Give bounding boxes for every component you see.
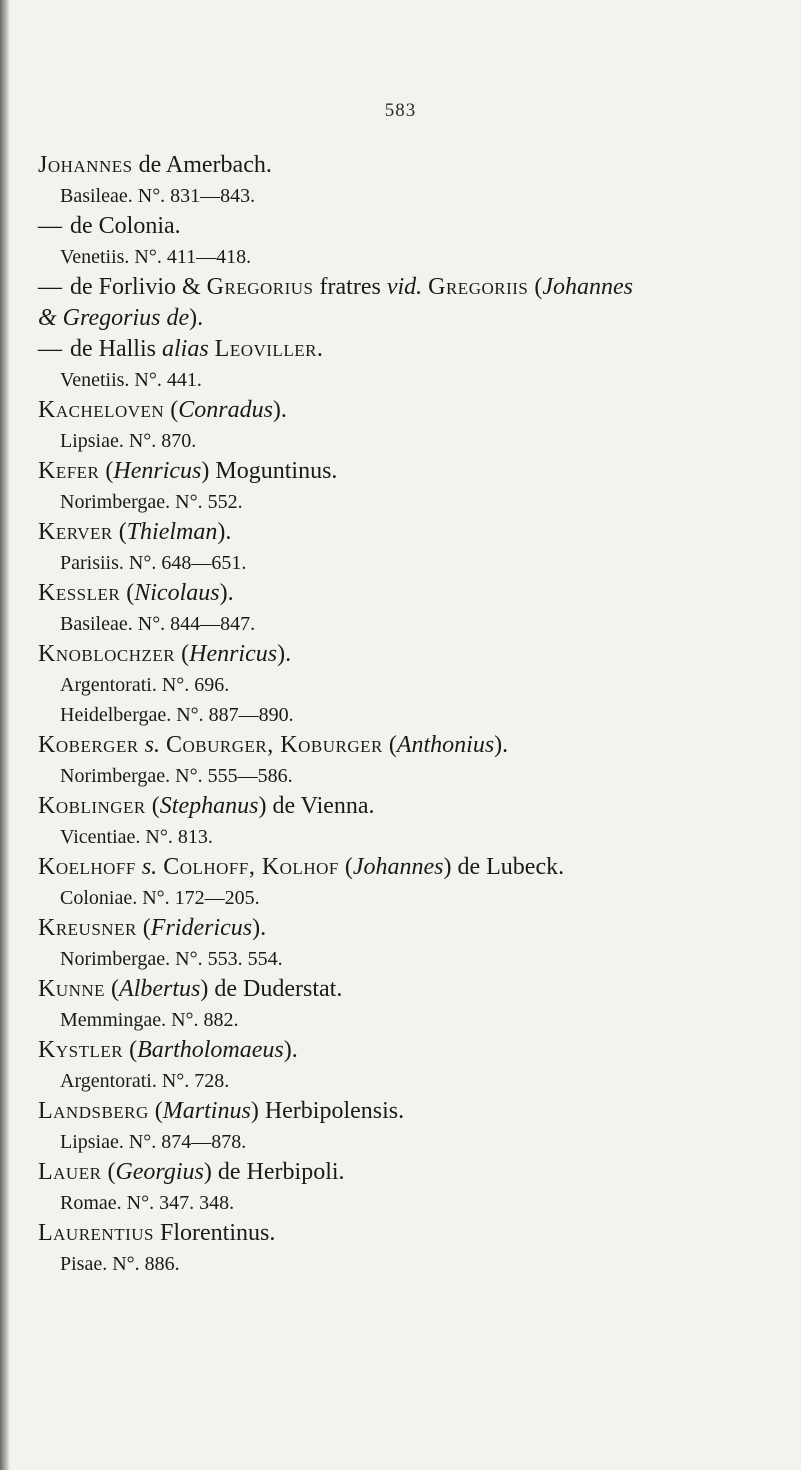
variant-names: Colhoff, Kolhof xyxy=(163,854,339,880)
given-name: Conradus xyxy=(178,397,273,423)
printer-epithet: de Forlivio & xyxy=(70,274,201,300)
variant-names: Coburger, Koburger xyxy=(166,732,383,758)
imprint-line: Parisiis. N°. 648—651. xyxy=(60,552,247,574)
printer-name: Kerver xyxy=(38,519,113,545)
printer-epithet: de Vienna. xyxy=(272,793,375,819)
entry-kystler: Kystler (Bartholomaeus). Argentorati. N°. 728. xyxy=(38,1035,793,1096)
ditto-dash: — xyxy=(38,274,62,300)
printer-name: Kreusner xyxy=(38,915,137,941)
entry-kefer: Kefer (Henricus) Moguntinus. Norimbergae. N°. 552. xyxy=(38,456,793,517)
imprint-line: Norimbergae. N°. 552. xyxy=(60,491,243,513)
entry-kerver: Kerver (Thielman). Parisiis. N°. 648—651. xyxy=(38,517,793,578)
imprint-line: Basileae. N°. 844—847. xyxy=(60,613,256,635)
ditto-dash: — xyxy=(38,336,62,362)
printer-epithet: de Lubeck. xyxy=(457,854,565,880)
see-abbrev: s. xyxy=(144,732,161,758)
imprint-line: Coloniae. N°. 172—205. xyxy=(60,887,260,909)
imprint-line: Lipsiae. N°. 874—878. xyxy=(60,1131,247,1153)
printer-epithet: de Amerbach. xyxy=(138,152,272,178)
printer-name: Landsberg xyxy=(38,1098,149,1124)
given-name: Henricus xyxy=(189,641,278,667)
given-name: Albertus xyxy=(119,976,201,1002)
printer-name: Koberger xyxy=(38,732,139,758)
imprint-line: Romae. N°. 347. 348. xyxy=(60,1192,235,1214)
entry-johannes-amerbach xyxy=(38,150,793,211)
given-name: Martinus xyxy=(162,1098,251,1124)
entry-kacheloven: Kacheloven (Conradus). Lipsiae. N°. 870. xyxy=(38,395,793,456)
entry-de-hallis xyxy=(38,334,793,395)
entry-koberger: Koberger s. Coburger, Koburger (Anthonius). Norimbergae. N°. 555—586. xyxy=(38,730,793,791)
given-name: Georgius xyxy=(115,1159,204,1185)
entry-kessler: Kessler (Nicolaus). Basileae. N°. 844—847. xyxy=(38,578,793,639)
see-abbrev: s. xyxy=(141,854,158,880)
given-name: Nicolaus xyxy=(134,580,220,606)
given-name: Fridericus xyxy=(150,915,253,941)
entry-knoblochzer: Knoblochzer (Henricus). Argentorati. N°. 696. Heidelbergae. N°. 887—890. xyxy=(38,639,793,730)
imprint-line: Norimbergae. N°. 555—586. xyxy=(60,765,293,787)
imprint-line: Venetiis. N°. 441. xyxy=(60,369,202,391)
imprint-line: Basileae. N°. 831—843. xyxy=(60,185,256,207)
entry-de-forlivio: — de Forlivio & Gregorius fratres vid. Gregoriis (Johannes & Gregorius de). xyxy=(38,274,634,331)
printer-name: Johannes xyxy=(38,152,133,178)
index-entries xyxy=(38,150,793,1279)
entry-laurentius xyxy=(38,1218,793,1279)
printer-epithet: de Colonia. xyxy=(70,213,181,239)
given-name: Stephanus xyxy=(159,793,259,819)
given-name: Thielman xyxy=(126,519,218,545)
printer-name: Leoviller. xyxy=(214,336,324,362)
printer-epithet: Moguntinus. xyxy=(215,458,338,484)
printer-name: Knoblochzer xyxy=(38,641,176,667)
printer-name: Kunne xyxy=(38,976,106,1002)
printer-name: Kystler xyxy=(38,1037,124,1063)
entry-kunne: Kunne (Albertus) de Duderstat. Memmingae. N°. 882. xyxy=(38,974,793,1035)
given-name: Anthonius xyxy=(396,732,495,758)
printer-epithet: Florentinus. xyxy=(160,1220,276,1246)
imprint-line: Argentorati. N°. 728. xyxy=(60,1070,230,1092)
imprint-line: Memmingae. N°. 882. xyxy=(60,1009,239,1031)
imprint-line: Argentorati. N°. 696. xyxy=(60,674,230,696)
given-name: Henricus xyxy=(113,458,202,484)
cross-ref-name: Gregoriis xyxy=(428,274,529,300)
imprint-line: Lipsiae. N°. 870. xyxy=(60,430,197,452)
entry-lauer: Lauer (Georgius) de Herbipoli. Romae. N°. 347. 348. xyxy=(38,1157,793,1218)
alias-word: alias xyxy=(161,336,209,362)
printer-name: Koelhoff xyxy=(38,854,136,880)
imprint-line: Venetiis. N°. 411—418. xyxy=(60,246,252,268)
imprint-line: Heidelbergae. N°. 887—890. xyxy=(60,704,294,726)
printer-epithet: de Duderstat. xyxy=(214,976,343,1002)
entry-landsberg: Landsberg (Martinus) Herbipolensis. Lipsiae. N°. 874—878. xyxy=(38,1096,793,1157)
entry-koblinger: Koblinger (Stephanus) de Vienna. Vicentiae. N°. 813. xyxy=(38,791,793,852)
printer-name: Laurentius xyxy=(38,1220,154,1246)
given-name: Bartholomaeus xyxy=(137,1037,284,1063)
ditto-dash: — xyxy=(38,213,62,239)
cross-ref-given: Johannes xyxy=(542,274,634,300)
printer-epithet: de Hallis xyxy=(70,336,156,362)
note-text: fratres xyxy=(319,274,381,300)
printer-name: Kessler xyxy=(38,580,121,606)
printer-name: Koblinger xyxy=(38,793,146,819)
cross-ref-continuation: & Gregorius de xyxy=(38,305,190,331)
imprint-line: Pisae. N°. 886. xyxy=(60,1253,180,1275)
printer-name: Kefer xyxy=(38,458,100,484)
printer-epithet: Herbipolensis. xyxy=(264,1098,405,1124)
entry-kreusner: Kreusner (Fridericus). Norimbergae. N°. 553. 554. xyxy=(38,913,793,974)
page-binding-edge xyxy=(0,0,10,1470)
note-vid: vid. xyxy=(386,274,423,300)
entry-koelhoff: Koelhoff s. Colhoff, Kolhof (Johannes) de Lubeck. Coloniae. N°. 172—205. xyxy=(38,852,793,913)
printer-name: Kacheloven xyxy=(38,397,165,423)
printer-name: Lauer xyxy=(38,1159,102,1185)
printer-name: Gregorius xyxy=(206,274,314,300)
given-name: Johannes xyxy=(352,854,444,880)
entry-de-colonia xyxy=(38,211,793,272)
printer-epithet: de Herbipoli. xyxy=(217,1159,345,1185)
imprint-line: Norimbergae. N°. 553. 554. xyxy=(60,948,283,970)
imprint-line: Vicentiae. N°. 813. xyxy=(60,826,213,848)
page-number: 583 xyxy=(384,100,417,121)
